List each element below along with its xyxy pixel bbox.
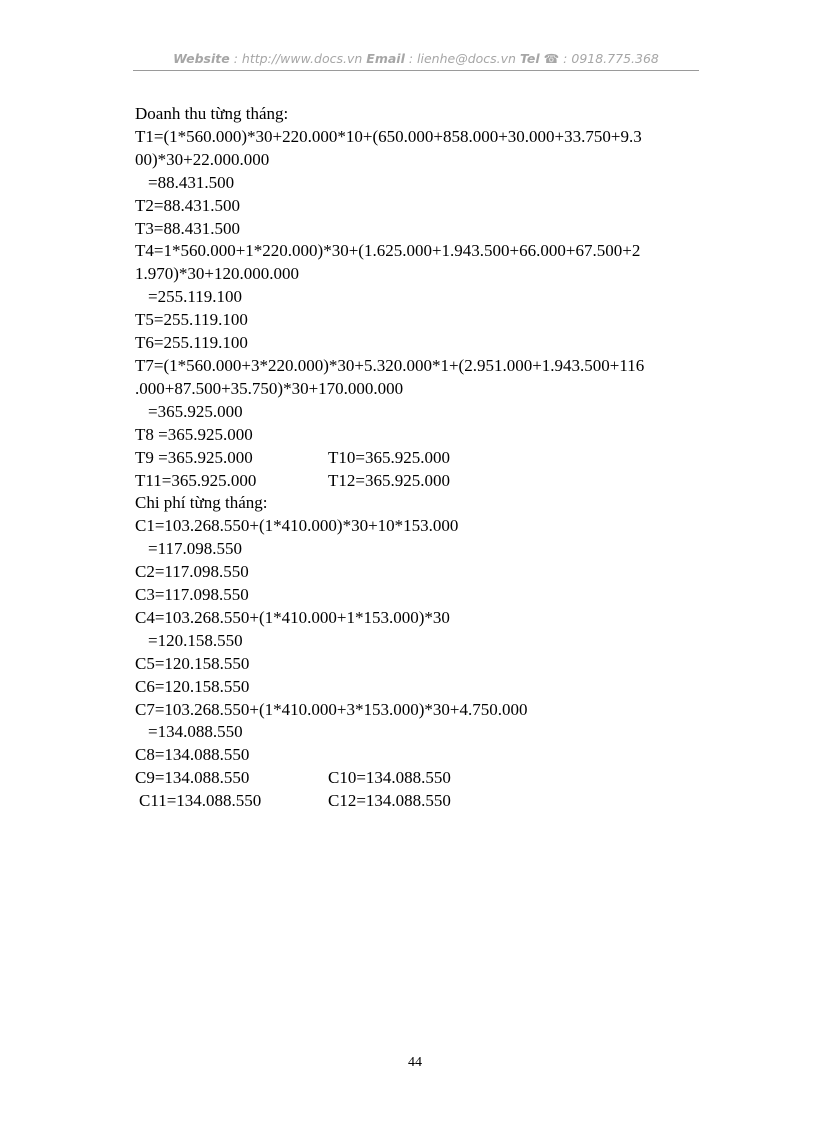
revenue-t11-t12-row <box>135 470 695 493</box>
cost-c8: C8=134.088.550 <box>135 745 250 765</box>
cost-c5: C5=120.158.550 <box>135 653 250 673</box>
tel-separator: : <box>559 51 572 66</box>
cost-c7-result: =134.088.550 <box>148 722 243 742</box>
revenue-t7-line-1: T7=(1*560.000+3*220.000)*30+5.320.000*1+(2.951.000+1.943.500+116 <box>135 355 645 375</box>
revenue-t7-result: =365.925.000 <box>148 401 243 421</box>
website-url[interactable]: http://www.docs.vn <box>241 51 363 66</box>
revenue-t4-line-1: T4=1*560.000+1*220.000)*30+(1.625.000+1.943.500+66.000+67.500+2 <box>135 241 641 261</box>
revenue-t1-result: =88.431.500 <box>148 172 235 192</box>
cost-c9-c10-row <box>135 767 695 790</box>
email-address[interactable]: lienhe@docs.vn <box>417 51 516 66</box>
cost-c1-result: =117.098.550 <box>148 539 242 559</box>
revenue-t7-line-2: .000+87.500+35.750)*30+170.000.000 <box>135 378 404 398</box>
cost-c11-c12-row <box>135 790 695 813</box>
revenue-t8: T8 =365.925.000 <box>135 424 253 444</box>
revenue-t12: T12=365.925.000 <box>328 470 450 490</box>
revenue-t9: T9 =365.925.000 <box>135 447 253 467</box>
website-label: Website <box>173 51 230 66</box>
revenue-t4-result: =255.119.100 <box>148 287 242 307</box>
cost-c12: C12=134.088.550 <box>328 791 451 811</box>
email-separator: : <box>404 51 418 66</box>
document-body <box>135 103 695 813</box>
revenue-t9-t10-row <box>135 447 695 470</box>
phone-icon: ☎ <box>543 51 560 66</box>
email-label: Email <box>366 51 405 66</box>
cost-c2: C2=117.098.550 <box>135 562 249 582</box>
page-header <box>133 51 699 66</box>
page-number: 44 <box>408 1055 422 1070</box>
cost-c4: C4=103.268.550+(1*410.000+1*153.000)*30 <box>135 607 450 627</box>
cost-c6: C6=120.158.550 <box>135 676 250 696</box>
cost-c10: C10=134.088.550 <box>328 768 451 788</box>
revenue-t6: T6=255.119.100 <box>135 333 248 353</box>
revenue-t1-line-2: 00)*30+22.000.000 <box>135 149 270 169</box>
revenue-heading: Doanh thu từng tháng: <box>135 104 289 123</box>
revenue-t10: T10=365.925.000 <box>328 447 450 467</box>
website-separator: : <box>229 51 242 66</box>
tel-number: 0918.775.368 <box>571 51 659 66</box>
revenue-t5: T5=255.119.100 <box>135 310 248 330</box>
header-divider <box>133 70 699 71</box>
cost-heading: Chi phí từng tháng: <box>135 493 268 513</box>
cost-c7: C7=103.268.550+(1*410.000+3*153.000)*30+4.750.000 <box>135 699 528 719</box>
revenue-t4-line-2: 1.970)*30+120.000.000 <box>135 264 299 284</box>
cost-c1: C1=103.268.550+(1*410.000)*30+10*153.000 <box>135 516 459 536</box>
cost-c3: C3=117.098.550 <box>135 585 249 605</box>
cost-c4-result: =120.158.550 <box>148 630 243 650</box>
cost-c11: C11=134.088.550 <box>139 791 262 811</box>
revenue-t11: T11=365.925.000 <box>135 470 257 490</box>
tel-label: Tel <box>519 51 540 66</box>
revenue-t1-line-1: T1=(1*560.000)*30+220.000*10+(650.000+858.000+30.000+33.750+9.3 <box>135 126 642 146</box>
cost-c9: C9=134.088.550 <box>135 768 250 788</box>
revenue-t3: T3=88.431.500 <box>135 218 240 238</box>
revenue-t2: T2=88.431.500 <box>135 195 240 215</box>
